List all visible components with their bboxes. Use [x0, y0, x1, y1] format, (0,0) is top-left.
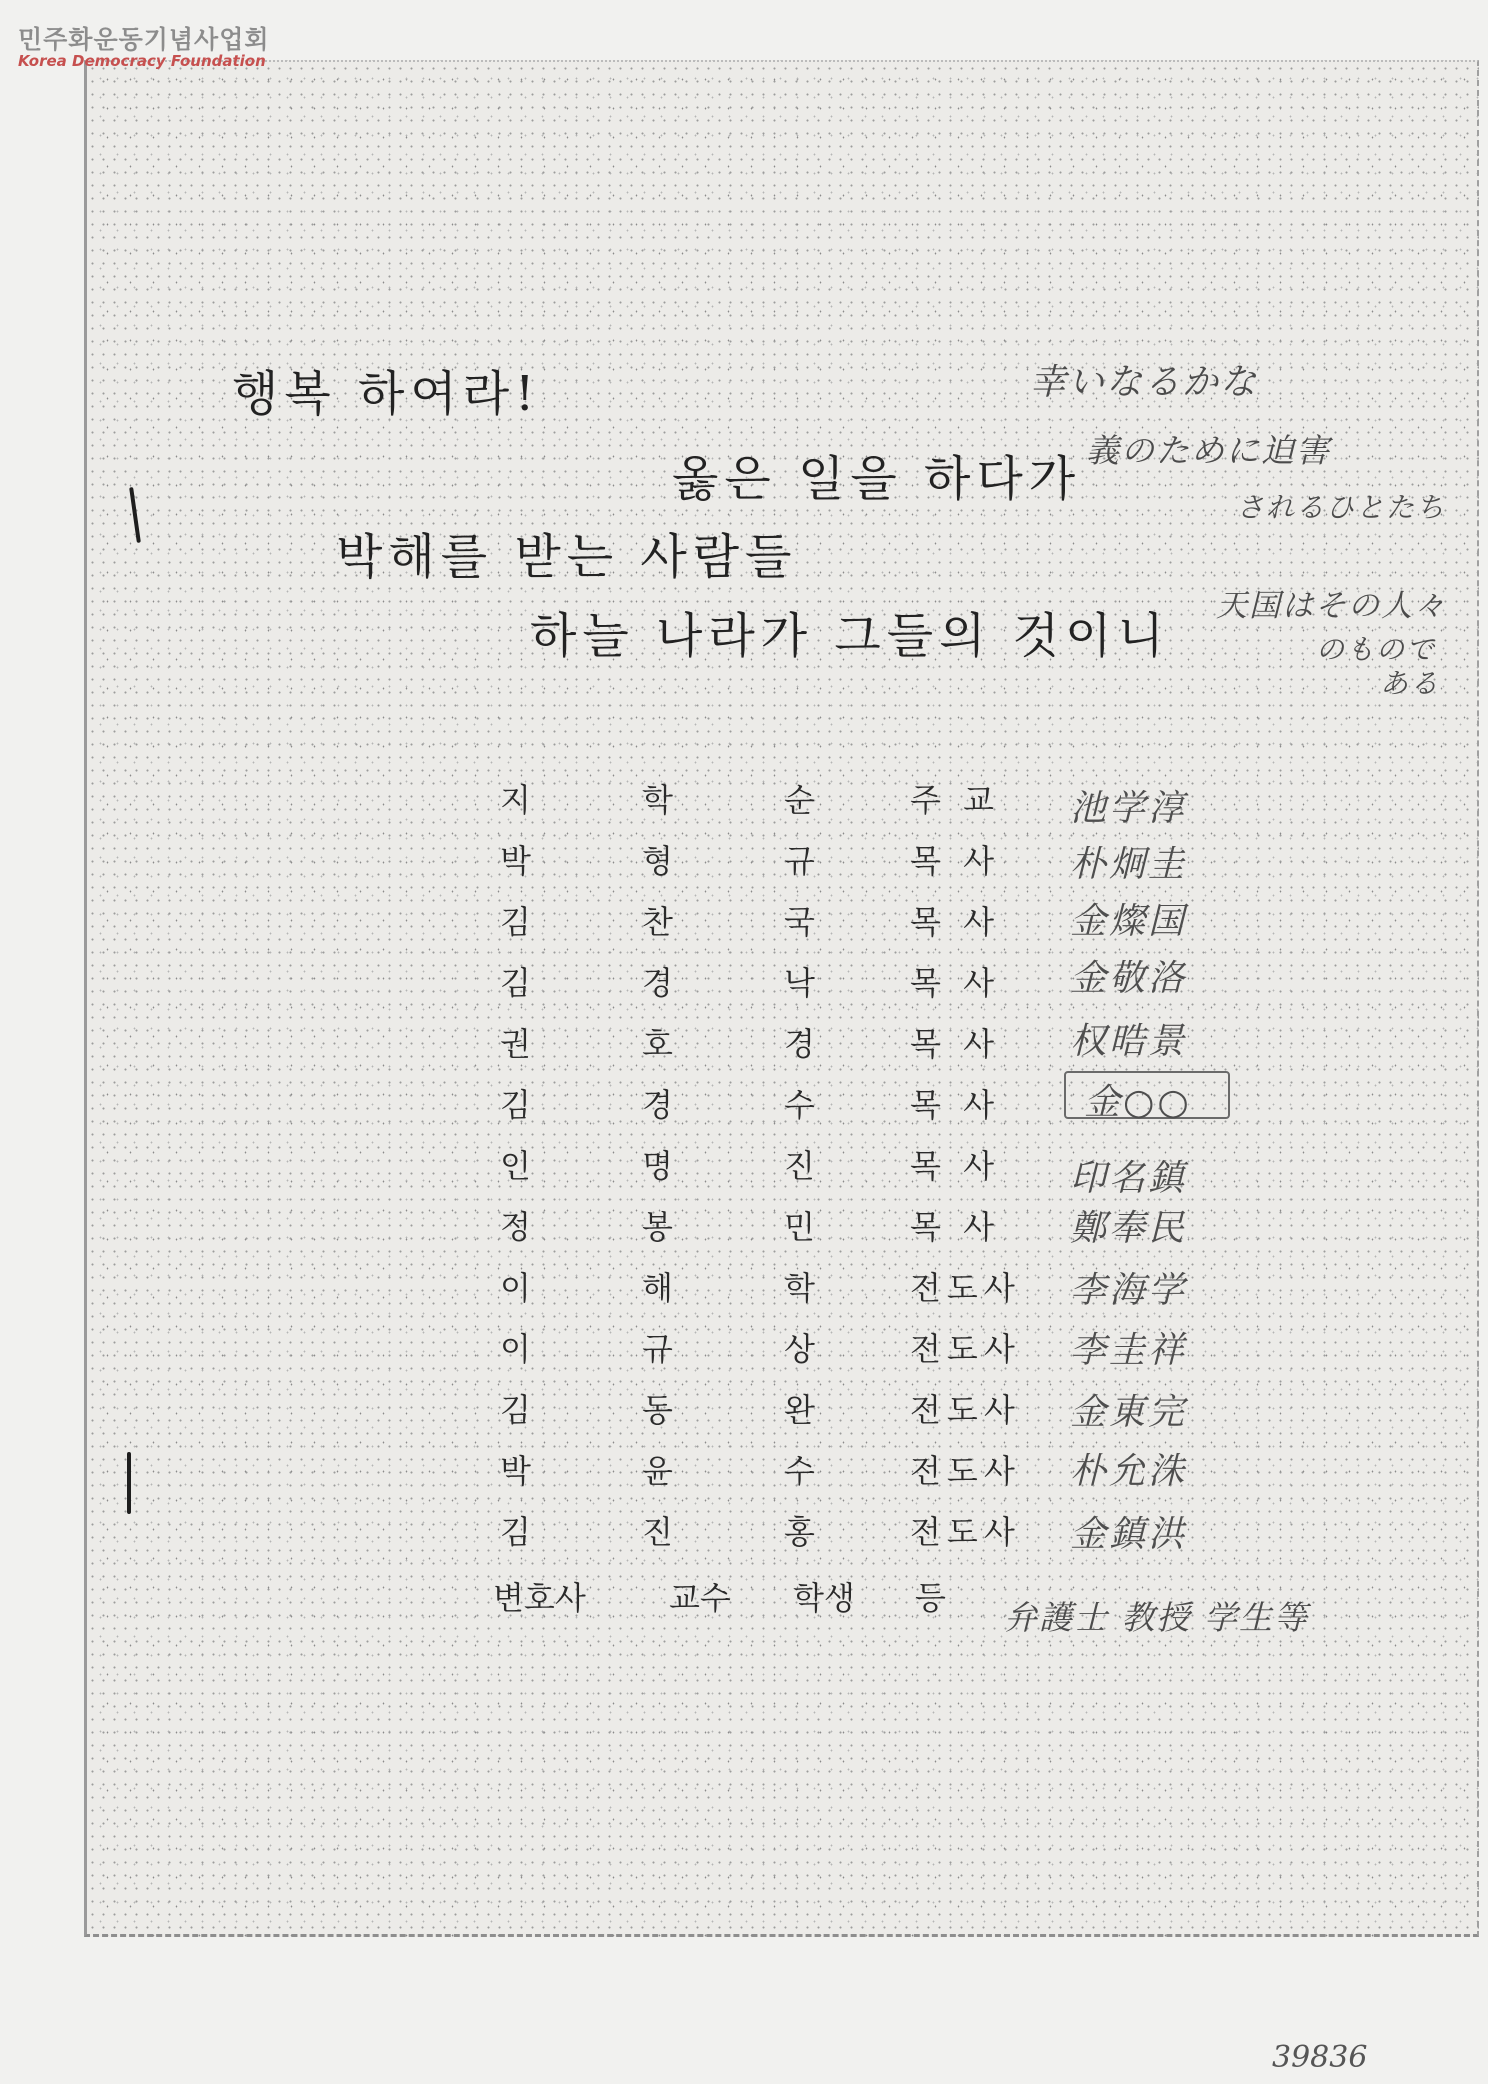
- hanja-signature: 池学淳: [1070, 788, 1188, 829]
- name-char-2: 학: [642, 781, 673, 819]
- name-char-3: 순: [784, 781, 815, 819]
- signatory-title: 주 교: [910, 781, 1000, 819]
- heading-line-2: 옳은 일을 하다가: [672, 451, 1082, 507]
- name-char-3: 민: [784, 1208, 815, 1246]
- name-char-2: 호: [642, 1025, 673, 1063]
- name-char-2: 명: [642, 1147, 673, 1185]
- name-char-1: 김: [500, 1086, 531, 1124]
- footer-etc: 등: [915, 1579, 946, 1617]
- name-char-1: 김: [500, 903, 531, 941]
- name-char-2: 윤: [642, 1452, 673, 1490]
- name-char-1: 지: [500, 781, 531, 819]
- heading-line-3: 박해를 받는 사람들: [336, 529, 798, 585]
- name-char-3: 상: [784, 1330, 815, 1368]
- annotation-5: のもので: [1316, 633, 1437, 666]
- name-char-3: 경: [784, 1025, 815, 1063]
- heading-line-1: 행복 하여라!: [232, 366, 541, 422]
- name-char-1: 이: [500, 1330, 531, 1368]
- annotation-1: 幸いなるかな: [1030, 362, 1259, 403]
- hanja-signature: 金○○: [1084, 1082, 1192, 1123]
- signatory-title: 목 사: [910, 1086, 1000, 1124]
- annotation-3: されるひとたち: [1236, 491, 1447, 524]
- hanja-signature: 金敬洛: [1070, 958, 1188, 999]
- name-char-2: 봉: [642, 1208, 673, 1246]
- margin-mark-bottom: [127, 1452, 131, 1514]
- hanja-signature: 朴允洙: [1070, 1451, 1188, 1492]
- name-char-1: 인: [500, 1147, 531, 1185]
- footer-hanja-annotation: 弁護士 教授 学生等: [1004, 1598, 1309, 1637]
- hanja-signature: 印名鎮: [1070, 1158, 1188, 1199]
- name-char-3: 낙: [784, 964, 815, 1002]
- hanja-signature: 金燦国: [1070, 901, 1188, 942]
- signatory-title: 전도사: [910, 1330, 1021, 1368]
- logo-english-text: Korea Democracy Foundation: [18, 52, 266, 70]
- name-char-3: 완: [784, 1391, 815, 1429]
- name-char-1: 김: [500, 1391, 531, 1429]
- hanja-signature: 李海学: [1070, 1270, 1188, 1311]
- footer-students: 학생: [793, 1579, 855, 1617]
- name-char-1: 김: [500, 964, 531, 1002]
- annotation-6: ある: [1380, 667, 1441, 700]
- signatory-title: 목 사: [910, 903, 1000, 941]
- name-char-1: 박: [500, 1452, 531, 1490]
- archive-number: 39836: [1272, 2040, 1368, 2075]
- name-char-2: 형: [642, 842, 673, 880]
- name-char-1: 김: [500, 1513, 531, 1551]
- name-char-3: 홍: [784, 1513, 815, 1551]
- name-char-2: 찬: [642, 903, 673, 941]
- name-char-1: 정: [500, 1208, 531, 1246]
- hanja-signature: 朴炯圭: [1070, 844, 1188, 885]
- name-char-2: 경: [642, 1086, 673, 1124]
- signatory-title: 목 사: [910, 964, 1000, 1002]
- name-char-3: 국: [784, 903, 815, 941]
- signatory-title: 전도사: [910, 1452, 1021, 1490]
- signatory-title: 목 사: [910, 842, 1000, 880]
- footer-lawyers: 변호사: [493, 1579, 586, 1617]
- signatory-title: 전도사: [910, 1391, 1021, 1429]
- name-char-3: 규: [784, 842, 815, 880]
- document-sheet: [84, 60, 1479, 1937]
- name-char-3: 학: [784, 1269, 815, 1307]
- name-char-1: 권: [500, 1025, 531, 1063]
- signatory-title: 목 사: [910, 1147, 1000, 1185]
- hanja-signature: 权晧景: [1070, 1021, 1188, 1062]
- annotation-4: 天国はその人々: [1216, 588, 1447, 624]
- signatory-title: 목 사: [910, 1025, 1000, 1063]
- hanja-signature: 鄭奉民: [1070, 1208, 1188, 1249]
- signatory-title: 전도사: [910, 1269, 1021, 1307]
- name-char-2: 해: [642, 1269, 673, 1307]
- hanja-signature: 金鎮洪: [1070, 1514, 1188, 1555]
- name-char-1: 박: [500, 842, 531, 880]
- hanja-signature: 金東完: [1070, 1392, 1188, 1433]
- name-char-3: 수: [784, 1452, 815, 1490]
- annotation-2: 義のために迫害: [1086, 431, 1331, 470]
- name-char-3: 수: [784, 1086, 815, 1124]
- name-char-2: 경: [642, 964, 673, 1002]
- name-char-1: 이: [500, 1269, 531, 1307]
- name-char-2: 진: [642, 1513, 673, 1551]
- hanja-signature: 李圭祥: [1070, 1330, 1188, 1371]
- logo-korean-text: 민주화운동기념사업회: [18, 25, 270, 54]
- foundation-logo: [18, 20, 270, 70]
- name-char-3: 진: [784, 1147, 815, 1185]
- heading-line-4: 하늘 나라가 그들의 것이니: [530, 608, 1170, 664]
- footer-professors: 교수: [669, 1579, 731, 1617]
- name-char-2: 동: [642, 1391, 673, 1429]
- signatory-title: 목 사: [910, 1208, 1000, 1246]
- name-char-2: 규: [642, 1330, 673, 1368]
- signatory-title: 전도사: [910, 1513, 1021, 1551]
